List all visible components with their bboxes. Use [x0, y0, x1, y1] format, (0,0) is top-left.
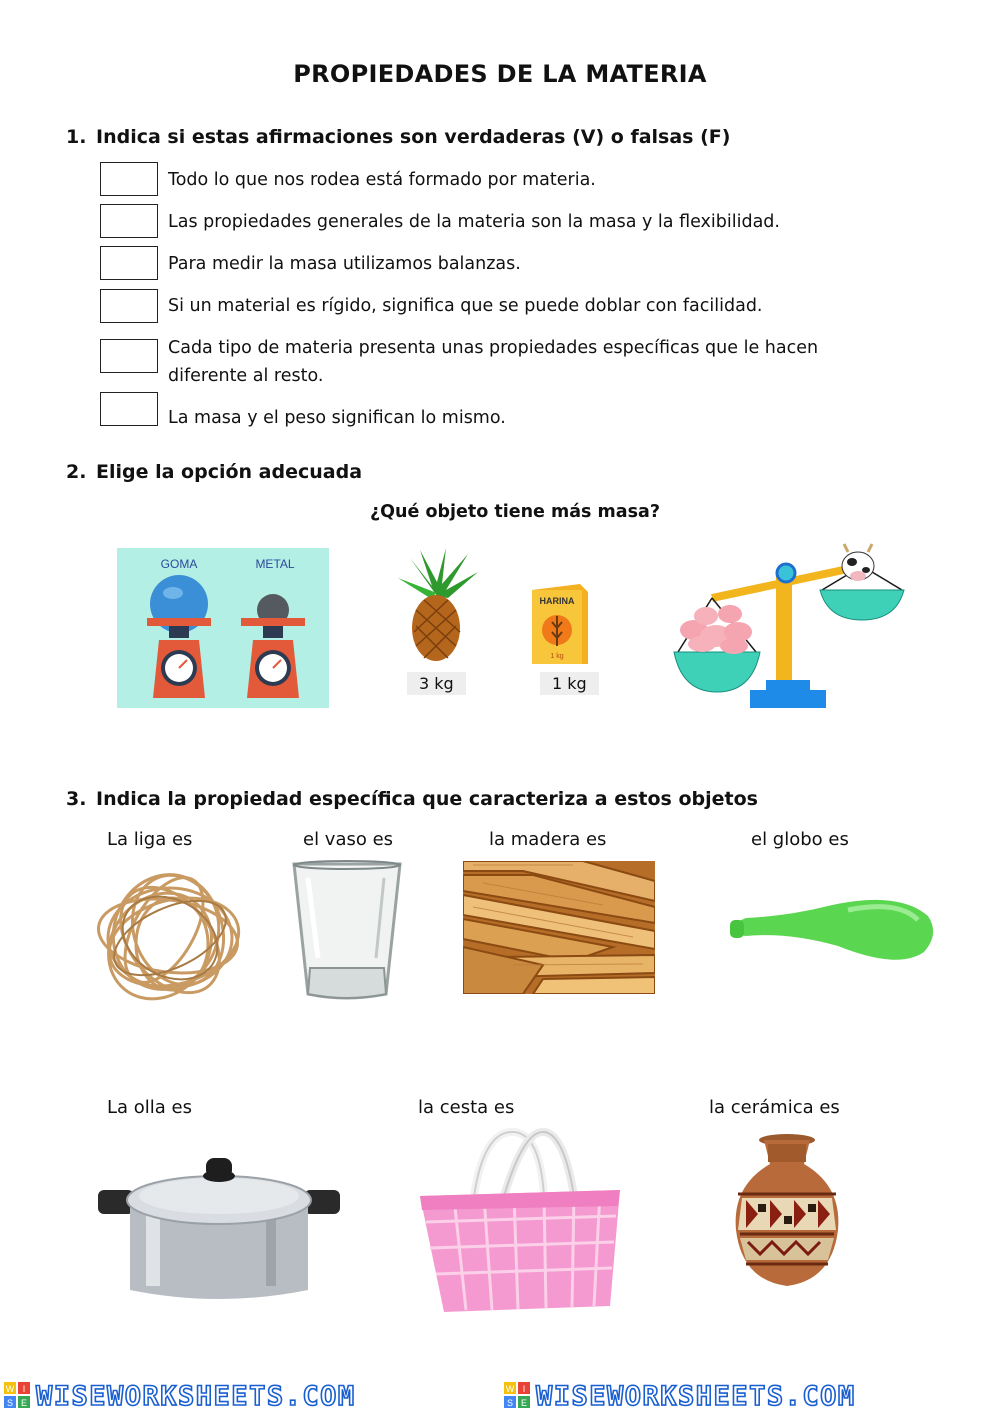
glass-image[interactable] — [288, 858, 406, 1003]
basket-illustration — [414, 1126, 626, 1322]
page-title: PROPIEDADES DE LA MATERIA — [293, 60, 707, 88]
basket-image[interactable] — [414, 1126, 626, 1322]
item-label-globo: el globo es — [751, 829, 849, 850]
section-1-heading — [66, 126, 730, 148]
svg-text:E: E — [20, 1398, 28, 1408]
pineapple-image[interactable] — [390, 548, 485, 663]
svg-text:E: E — [520, 1398, 528, 1408]
weight-tag-pineapple: 3 kg — [407, 672, 466, 695]
wood-planks-illustration — [463, 861, 655, 994]
rubber-bands-illustration — [90, 860, 250, 1015]
left-pan — [674, 652, 760, 692]
ceramic-vase-image[interactable] — [728, 1134, 846, 1288]
answer-box-1[interactable] — [100, 162, 158, 196]
svg-text:I: I — [522, 1384, 526, 1394]
weight-tag-flour: 1 kg — [540, 672, 599, 695]
kitchen-scales-image[interactable] — [117, 548, 329, 708]
balance-base — [750, 690, 826, 708]
balance-scale-illustration — [672, 540, 907, 712]
rubber-bands-image[interactable] — [90, 860, 250, 1015]
svg-text:I: I — [22, 1384, 26, 1394]
balloon-illustration — [728, 890, 938, 970]
brand-logo-right — [504, 1382, 530, 1408]
balance-scale-image[interactable] — [672, 540, 907, 712]
label-goma: GOMA — [160, 557, 198, 571]
flour-box-weight: 1 kg — [550, 653, 564, 660]
footer-brand-strip — [0, 1376, 1000, 1413]
section-2-heading — [66, 461, 362, 483]
item-label-olla: La olla es — [107, 1097, 192, 1118]
item-label-cesta: la cesta es — [418, 1097, 515, 1118]
brand-logo-left — [4, 1382, 30, 1408]
item-label-ceramica: la cerámica es — [709, 1097, 840, 1118]
glass-illustration — [288, 858, 406, 1003]
section-3-number: 3. — [66, 788, 87, 810]
pot-image[interactable] — [96, 1150, 342, 1308]
item-label-vaso: el vaso es — [303, 829, 394, 850]
section-2-number: 2. — [66, 461, 87, 483]
answer-box-2[interactable] — [100, 204, 158, 238]
flour-box-label: HARINA — [539, 596, 575, 606]
statement-1: Todo lo que nos rodea está formado por materia. — [168, 170, 596, 190]
svg-text:S: S — [6, 1398, 14, 1408]
answer-box-5[interactable] — [100, 339, 158, 373]
kitchen-scales-illustration — [117, 548, 329, 708]
footer-brand-illustration — [0, 1376, 1000, 1413]
svg-text:S: S — [506, 1398, 514, 1408]
svg-text:W: W — [5, 1384, 15, 1394]
right-pan — [820, 590, 904, 620]
wood-planks-image[interactable] — [463, 861, 655, 994]
statement-2: Las propiedades generales de la materia son la masa y la flexibilidad. — [168, 212, 780, 232]
section-1-number: 1. — [66, 126, 87, 148]
flour-box-image[interactable] — [528, 580, 592, 666]
answer-box-6[interactable] — [100, 392, 158, 426]
section-3-title: Indica la propiedad específica que caracteriza a estos objetos — [96, 788, 758, 810]
statement-6: La masa y el peso significan lo mismo. — [168, 408, 506, 428]
right-scale-plate — [241, 618, 305, 626]
pineapple-illustration — [390, 548, 485, 663]
balloon-image[interactable] — [728, 890, 938, 970]
mass-question: ¿Qué objeto tiene más masa? — [370, 502, 660, 522]
flour-box-illustration — [528, 580, 592, 666]
balance-post — [776, 576, 792, 694]
ceramic-vase-illustration — [728, 1134, 846, 1288]
answer-box-4[interactable] — [100, 289, 158, 323]
svg-text:W: W — [505, 1384, 515, 1394]
statement-4: Si un material es rígido, significa que se puede doblar con facilidad. — [168, 296, 763, 316]
item-label-liga: La liga es — [107, 829, 193, 850]
pot-illustration — [96, 1150, 342, 1308]
item-label-madera: la madera es — [489, 829, 607, 850]
label-metal: METAL — [255, 557, 295, 571]
statement-5: Cada tipo de materia presenta unas propiedades específicas que le hacen diferente al resto. — [168, 338, 819, 386]
brand-text-right: WISEWORKSHEETS.COM — [536, 1381, 856, 1412]
left-scale-plate — [147, 618, 211, 626]
brand-text-left: WISEWORKSHEETS.COM — [36, 1381, 356, 1412]
statement-3: Para medir la masa utilizamos balanzas. — [168, 254, 521, 274]
answer-box-3[interactable] — [100, 246, 158, 280]
section-2-title: Elige la opción adecuada — [96, 461, 363, 483]
section-1-title: Indica si estas afirmaciones son verdaderas (V) o falsas (F) — [96, 126, 731, 148]
section-3-heading — [66, 788, 758, 810]
